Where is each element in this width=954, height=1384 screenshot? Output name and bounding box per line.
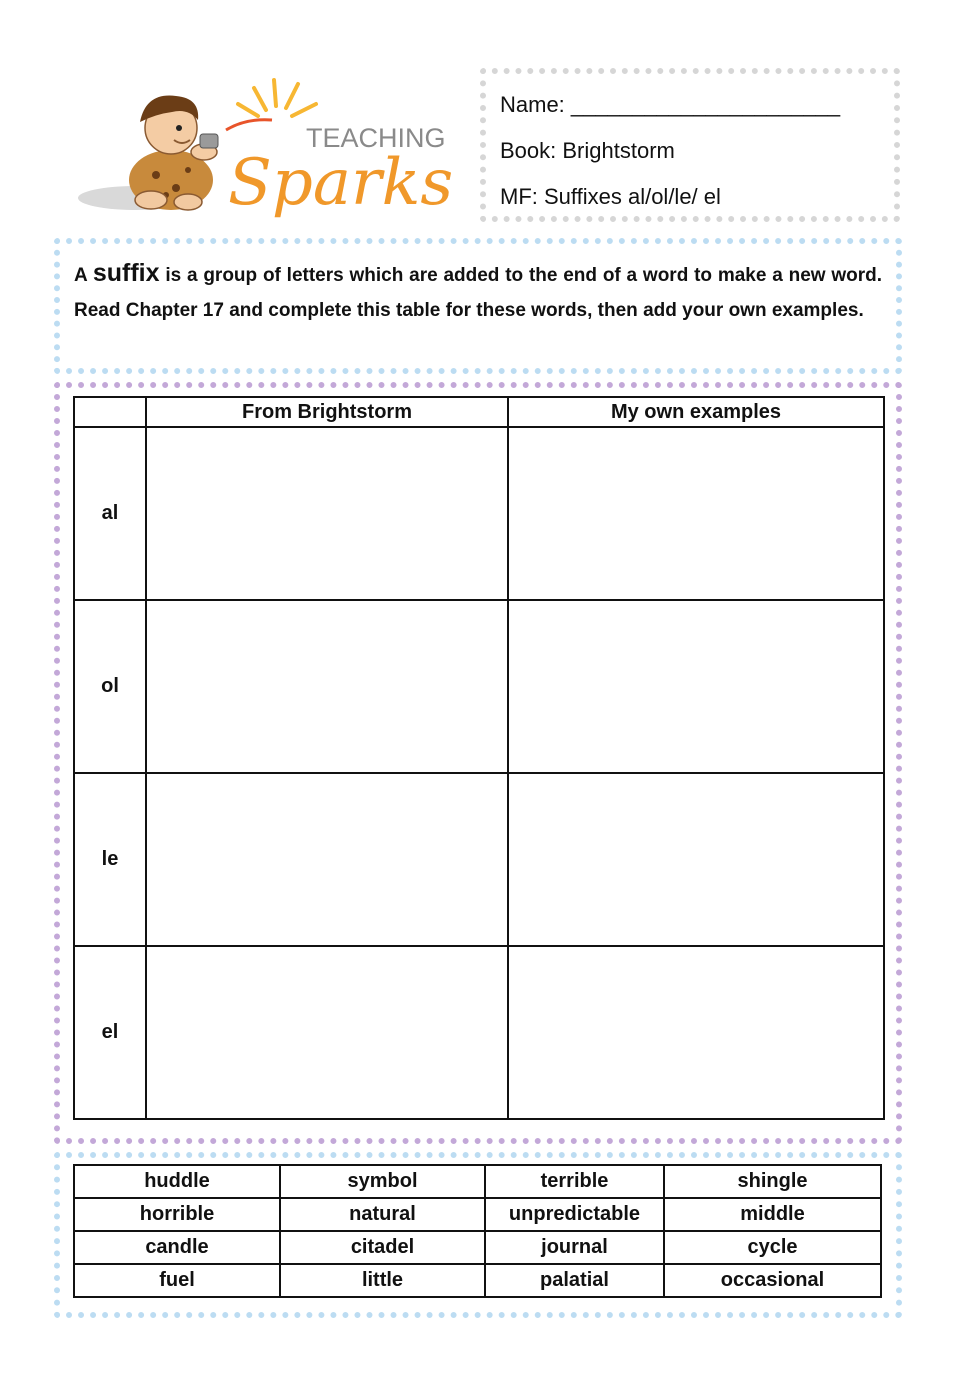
word-bank-word: journal [485,1231,664,1264]
suffix-label: el [74,946,146,1119]
header-own-examples: My own examples [508,397,884,427]
word-bank-word: natural [280,1198,485,1231]
word-bank-word: citadel [280,1231,485,1264]
suffix-keyword: suffix [92,259,160,287]
word-bank-word: symbol [280,1165,485,1198]
suffix-table [73,396,885,1120]
instructions-box [54,238,902,374]
table-row [74,773,884,946]
student-info-box [480,68,900,222]
teaching-sparks-logo [76,70,456,220]
own-examples-cell[interactable] [508,427,884,600]
word-bank-word: fuel [74,1264,280,1297]
word-bank-word: little [280,1264,485,1297]
mf-topic-line: MF: Suffixes al/ol/le/ el [500,184,721,209]
table-row [74,600,884,773]
intro-rest: is a group of letters which are added to the end of a word to make a new word. Read Chapter 17 and complete this table for these words, then add your own examples. [74,265,882,321]
brightstorm-cell[interactable] [146,427,508,600]
own-examples-cell[interactable] [508,946,884,1119]
header-blank [74,397,146,427]
word-bank-box [54,1152,902,1318]
brightstorm-cell[interactable] [146,600,508,773]
own-examples-cell[interactable] [508,773,884,946]
word-bank-word: huddle [74,1165,280,1198]
word-bank-row [74,1165,881,1198]
word-bank-word: unpredictable [485,1198,664,1231]
word-bank-row [74,1198,881,1231]
intro-lead: A [74,265,93,286]
header-from-brightstorm: From Brightstorm [146,397,508,427]
word-bank-row [74,1264,881,1297]
book-title-line: Book: Brightstorm [500,138,675,163]
suffix-label: le [74,773,146,946]
brightstorm-cell[interactable] [146,946,508,1119]
logo-sparks-text: Sparks [228,146,454,220]
word-bank-row [74,1231,881,1264]
word-bank-word: middle [664,1198,881,1231]
word-bank-word: candle [74,1231,280,1264]
word-bank-word: terrible [485,1165,664,1198]
name-field-line[interactable]: Name: ______________________ [500,92,841,117]
suffix-label: al [74,427,146,600]
brightstorm-cell[interactable] [146,773,508,946]
word-bank-word: cycle [664,1231,881,1264]
word-bank-table [73,1164,882,1298]
suffix-label: ol [74,600,146,773]
word-bank-word: occasional [664,1264,881,1297]
word-bank-word: shingle [664,1165,881,1198]
suffix-table-box [54,382,902,1144]
table-header-row [74,397,884,427]
table-row [74,427,884,600]
word-bank-word: palatial [485,1264,664,1297]
table-row [74,946,884,1119]
logo-teaching-text: TEACHING [306,123,446,153]
own-examples-cell[interactable] [508,600,884,773]
word-bank-word: horrible [74,1198,280,1231]
logo-graphic [76,70,456,220]
